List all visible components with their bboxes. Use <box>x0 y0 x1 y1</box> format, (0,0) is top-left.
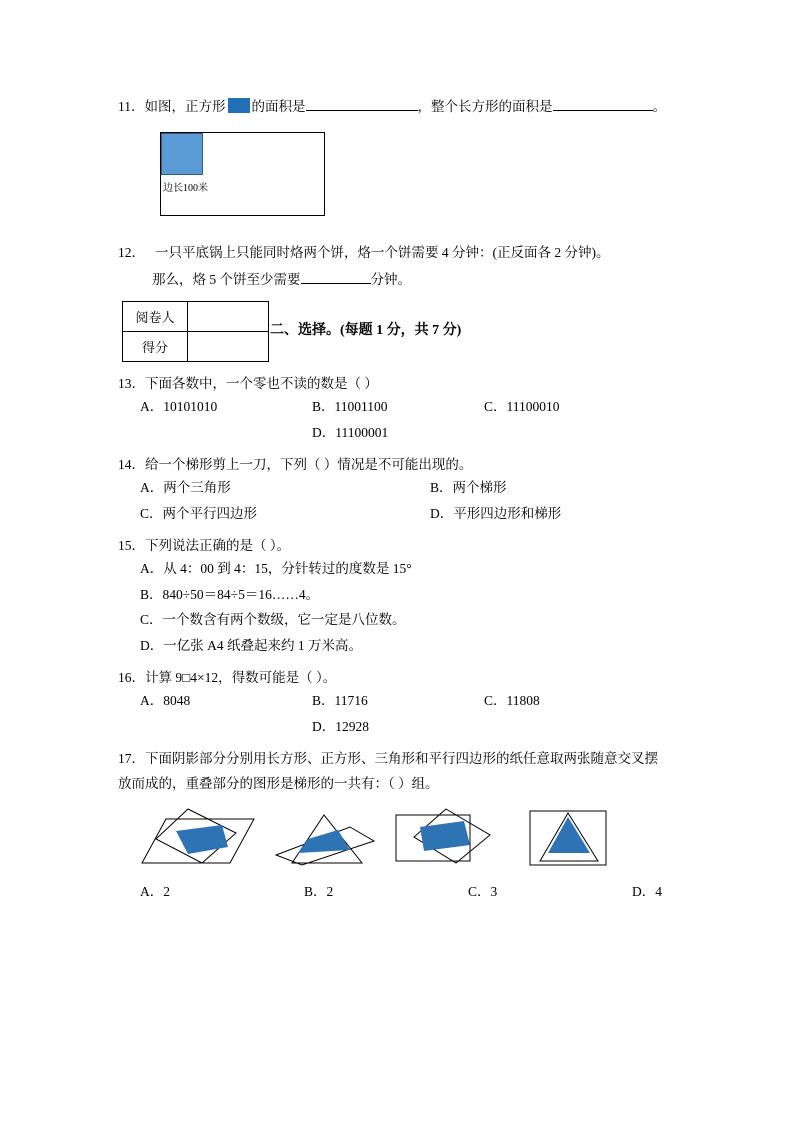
q12-line-1: 一只平底锅上只能同时烙两个饼，烙一个饼需要 4 分钟：(正反面各 2 分钟)。 <box>155 244 610 260</box>
q14-option-a[interactable]: A．两个三角形 <box>140 480 231 496</box>
q17-figure-2-svg <box>272 805 382 867</box>
table-row <box>123 301 269 331</box>
q15-stem: 下列说法正确的是（ ）。 <box>145 537 291 553</box>
grading-block <box>118 301 678 363</box>
q11-figure-square <box>161 133 203 175</box>
q16-option-d[interactable]: D．12928 <box>312 718 369 734</box>
q17-option-a[interactable]: A．2 <box>140 884 170 900</box>
q17-number: 17． <box>118 750 145 766</box>
q14-number: 14． <box>118 456 145 472</box>
q15-number: 15． <box>118 537 145 553</box>
q11-blank-2[interactable] <box>553 110 653 111</box>
q17-figure-1 <box>136 805 264 874</box>
q13-stem: 下面各数中，一个零也不读的数是（ ） <box>145 375 378 391</box>
question-13 <box>118 373 678 446</box>
q16-option-a[interactable]: A．8048 <box>140 693 191 709</box>
grading-table <box>122 301 269 362</box>
q15-option-b[interactable]: B．840÷50＝84÷5＝16……4。 <box>140 586 320 602</box>
q16-option-b[interactable]: B．11716 <box>312 693 368 709</box>
q11-text-d: 。 <box>652 99 666 114</box>
q12-line-2a: 那么，烙 5 个饼至少需要 <box>152 272 301 288</box>
q15-option-c[interactable]: C．一个数含有两个数级，它一定是八位数。 <box>140 612 406 628</box>
grading-label-score: 得分 <box>123 331 188 361</box>
question-11 <box>118 96 678 118</box>
q17-options <box>140 881 678 903</box>
grading-label-marker: 阅卷人 <box>123 301 188 331</box>
q11-figure-rectangle <box>160 132 325 216</box>
q13-option-a[interactable]: A．10101010 <box>140 399 218 415</box>
question-17 <box>118 748 678 903</box>
q13-option-d[interactable]: D．11100001 <box>312 425 389 441</box>
q13-option-c[interactable]: C．11100010 <box>484 399 560 415</box>
q12-blank[interactable] <box>301 283 371 284</box>
q17-figure-4-svg <box>522 805 618 867</box>
grading-value-score[interactable] <box>188 331 269 361</box>
q17-line-2: 放而成的，重叠部分的图形是梯形的一共有：（ ）组。 <box>118 776 439 792</box>
q11-text-c: ，整个长方形的面积是 <box>417 99 553 114</box>
q11-blank-1[interactable] <box>306 110 418 111</box>
q15-option-d[interactable]: D．一亿张 A4 纸叠起来约 1 万米高。 <box>140 638 362 654</box>
blue-square-icon <box>228 98 250 113</box>
q17-option-b[interactable]: B．2 <box>304 884 334 900</box>
question-15 <box>118 535 678 659</box>
q17-figure-2 <box>272 805 382 874</box>
q11-text-a: 如图，正方形 <box>144 99 226 114</box>
q11-number: 11． <box>118 99 145 114</box>
q12-line-2b: 分钟。 <box>370 272 411 288</box>
question-12 <box>118 242 678 291</box>
q14-option-b[interactable]: B．两个梯形 <box>430 480 507 496</box>
q14-stem: 给一个梯形剪上一刀，下列（ ）情况是不可能出现的。 <box>145 456 473 472</box>
section-2-title: 二、选择。(每题 1 分，共 7 分) <box>270 322 462 338</box>
q13-number: 13． <box>118 375 145 391</box>
q12-number: 12． <box>118 244 145 260</box>
q11-text-b: 的面积是 <box>251 99 306 114</box>
q16-stem: 计算 9□4×12，得数可能是（ ）。 <box>145 669 337 685</box>
table-row <box>123 331 269 361</box>
q17-figure-4 <box>522 805 618 874</box>
q16-option-c[interactable]: C．11808 <box>484 693 540 709</box>
question-16 <box>118 667 678 740</box>
q17-option-c[interactable]: C．3 <box>468 884 498 900</box>
q13-option-b[interactable]: B．11001100 <box>312 399 388 415</box>
q14-option-d[interactable]: D．平形四边形和梯形 <box>430 505 562 521</box>
q16-number: 16． <box>118 669 145 685</box>
q11-figure-side-label: 边长100米 <box>163 182 208 194</box>
q17-figure-3 <box>390 805 500 874</box>
exam-page <box>118 96 678 909</box>
grading-value-marker[interactable] <box>188 301 269 331</box>
q17-figure-3-svg <box>390 805 500 867</box>
q17-figure-1-svg <box>136 805 264 867</box>
question-14 <box>118 454 678 527</box>
q14-option-c[interactable]: C．两个平行四边形 <box>140 505 258 521</box>
q17-line-1: 下面阴影部分分别用长方形、正方形、三角形和平行四边形的纸任意取两张随意交叉摆 <box>145 750 658 766</box>
q15-option-a[interactable]: A．从 4：00 到 4：15，分针转过的度数是 15° <box>140 561 412 577</box>
q17-option-d[interactable]: D．4 <box>632 884 662 900</box>
q17-figures <box>136 805 678 874</box>
